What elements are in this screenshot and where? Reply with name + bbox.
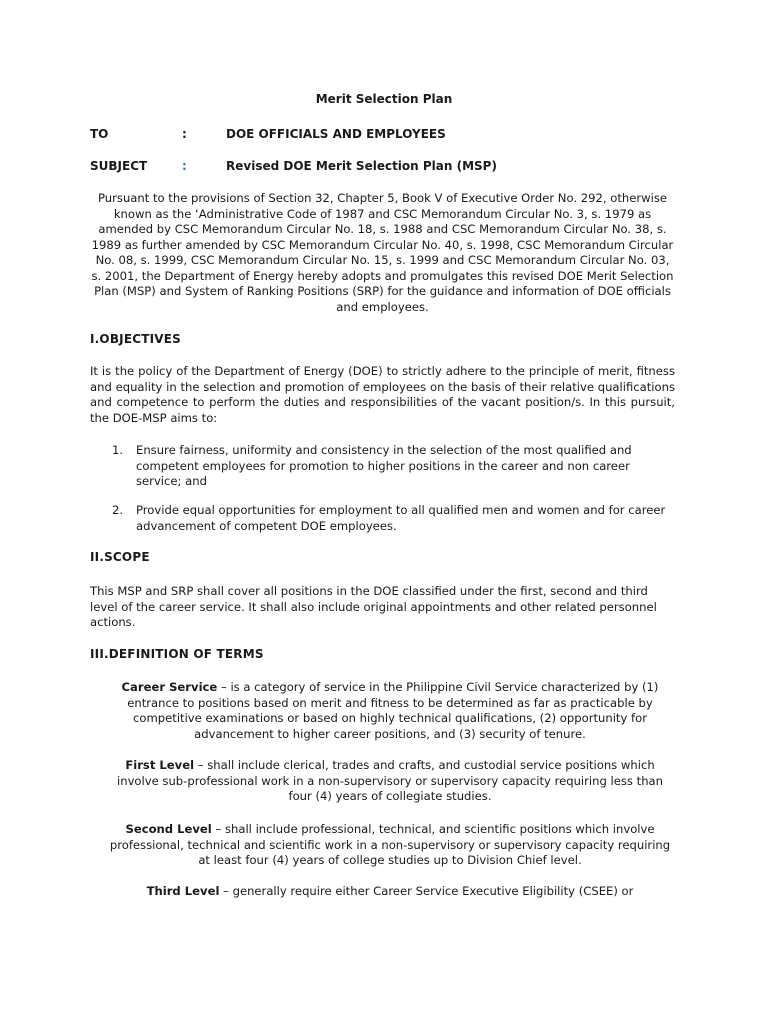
objective-item-text: Provide equal opportunities for employment to all qualified men and women and for career advancement of competent DOE employees.	[136, 503, 666, 533]
memo-to-value: DOE OFFICIALS AND EMPLOYEES	[226, 127, 446, 141]
definition-text: – shall include clerical, trades and crafts, and custodial service positions which involve sub-professional work in a non-supervisory or supervisory capacity requiring less than four (4) years of collegiate studies.	[117, 758, 663, 803]
document-title: Merit Selection Plan	[315, 92, 453, 106]
definition-term: Second Level	[125, 822, 212, 836]
preamble-paragraph: Pursuant to the provisions of Section 32, Chapter 5, Book V of Executive Order No. 292, otherwise known as the ‘Administrative Code of 1987 and CSC Memorandum Circular No. 3, s. 1979 as amended by CSC Memorandum Circular No. 18, s. 1988 and CSC Memorandum Circular No. 38, s. 1989 as further amended by CSC Memorandum Circular No. 40, s. 1998, CSC Memorandum Circular No. 08, s. 1999, CSC Memorandum Circular No. 15, s. 1999 and CSC Memorandum Circular No. 03, s. 2001, the Department of Energy hereby adopts and promulgates this revised DOE Merit Selection Plan (MSP) and System of Ranking Positions (SRP) for the guidance and information of DOE officials and employees.	[91, 191, 674, 314]
objectives-intro: It is the policy of the Department of Energy (DOE) to strictly adhere to the principle of merit, fitness and equality in the selection and promotion of employees on the basis of their relative qualifications and competence to perform the duties and responsibilities of the vacant position/s. In this pursuit, the DOE-MSP aims to:	[90, 364, 675, 425]
memo-subject-colon: :	[182, 159, 187, 173]
definition-term: Career Service	[121, 680, 218, 694]
definition-first-level	[104, 758, 676, 805]
memo-to-colon: :	[182, 127, 187, 141]
objective-item-number: 1.	[112, 443, 124, 457]
memo-subject-label: SUBJECT	[90, 159, 148, 173]
definition-second-level	[104, 822, 676, 869]
definition-career-service	[104, 680, 676, 742]
definition-term: First Level	[125, 758, 195, 772]
scope-paragraph: This MSP and SRP shall cover all positions in the DOE classified under the first, second and third level of the career service. It shall also include original appointments and other related personnel actions.	[90, 584, 657, 629]
memo-to-label: TO	[90, 127, 109, 141]
definition-text: – is a category of service in the Philippine Civil Service characterized by (1) entrance to positions based on merit and fitness to be determined as far as practicable by competitive examinations or based on highly technical qualifications, (2) opportunity for advancement to higher career positions, and (3) security of tenure.	[127, 680, 659, 741]
objectives-heading: I.OBJECTIVES	[90, 332, 182, 346]
objective-item-text: Ensure fairness, uniformity and consistency in the selection of the most qualified and competent employees for promotion to higher positions in the career and non career service; and	[136, 443, 632, 488]
objective-item-number: 2.	[112, 503, 124, 517]
memo-subject-value: Revised DOE Merit Selection Plan (MSP)	[226, 159, 497, 173]
definition-third-level	[104, 884, 676, 900]
definition-text: – generally require either Career Service Executive Eligibility (CSEE) or	[219, 884, 634, 898]
definition-term: Third Level	[146, 884, 220, 898]
definitions-heading: III.DEFINITION OF TERMS	[90, 647, 264, 661]
scope-heading: II.SCOPE	[90, 550, 150, 564]
definition-text: – shall include professional, technical, and scientific positions which involve professional, technical and scientific work in a non-supervisory or supervisory capacity requiring at least four (4) years of college studies up to Division Chief level.	[109, 822, 671, 867]
